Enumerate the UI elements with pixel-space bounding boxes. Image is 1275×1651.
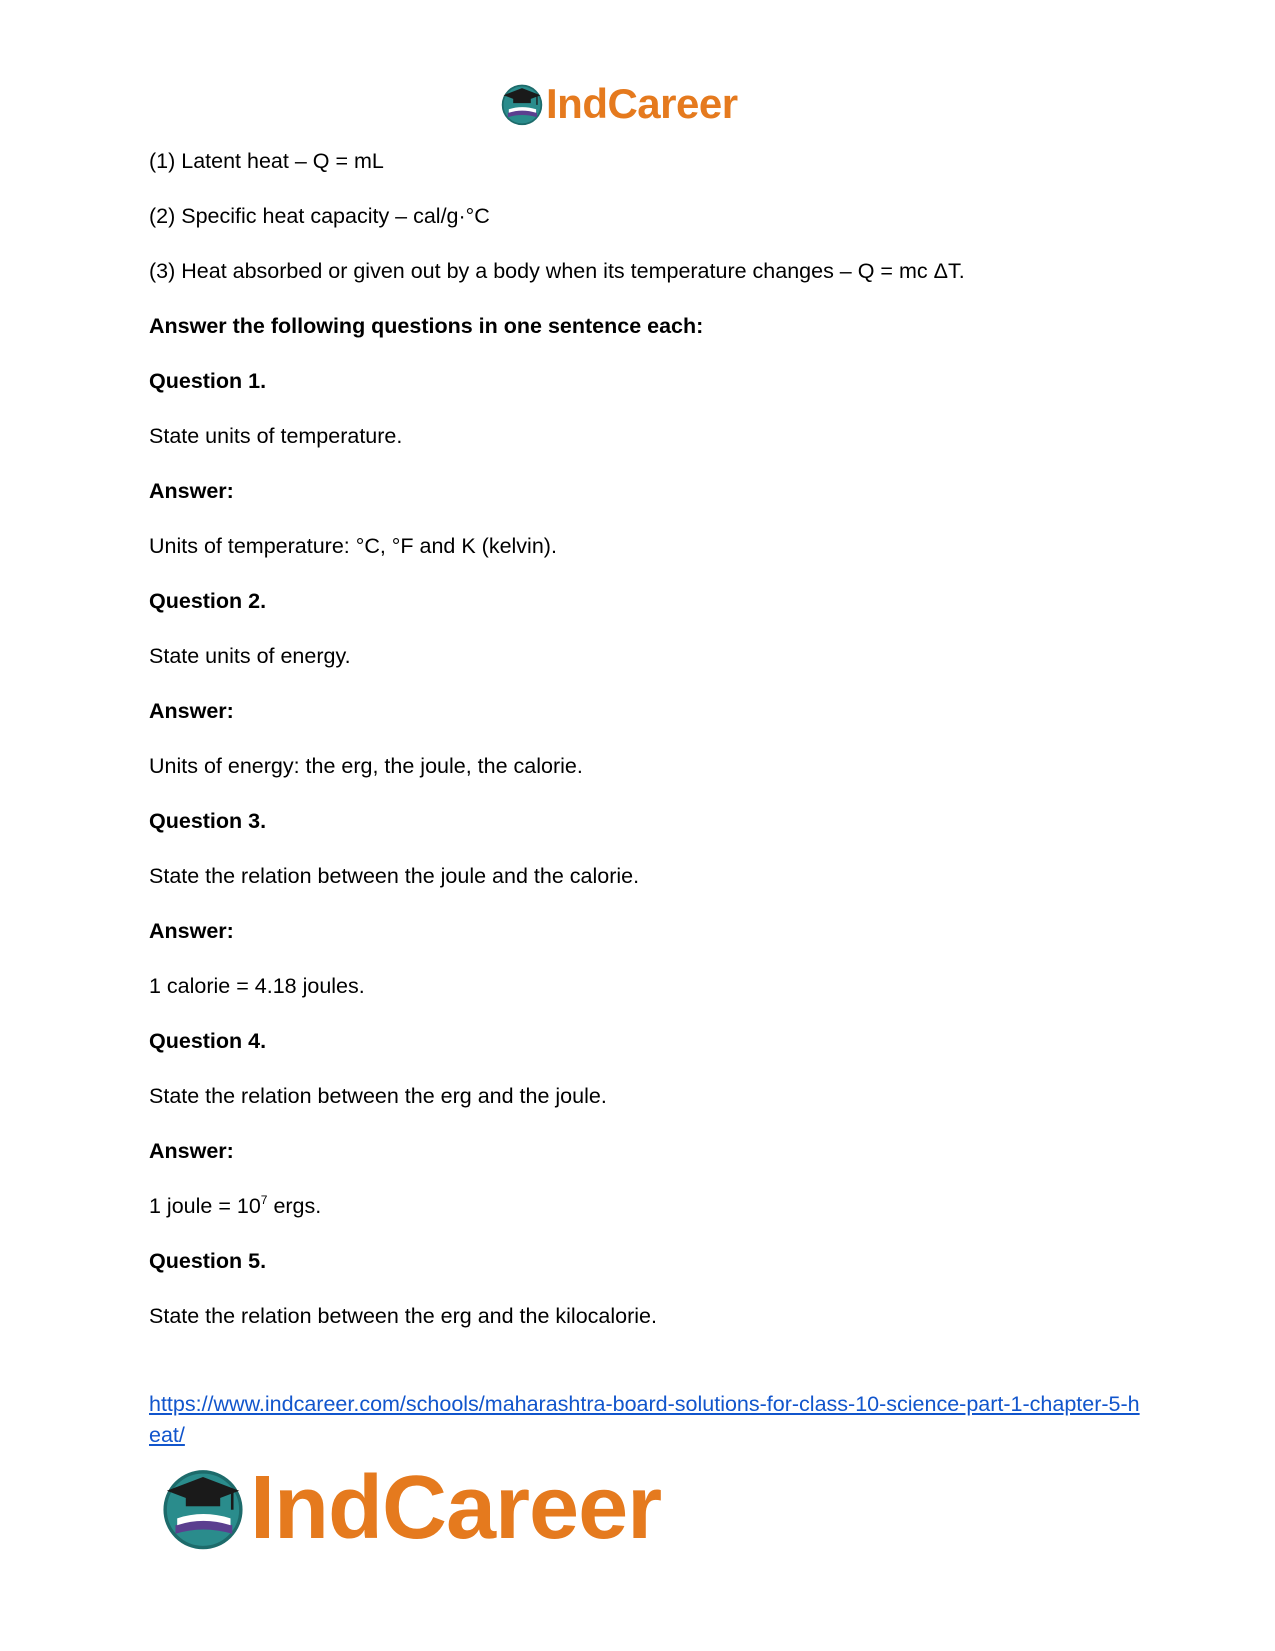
question-3-label: Question 3.	[149, 809, 267, 833]
footer-logo	[160, 1458, 661, 1558]
answer-4-suffix: ergs.	[267, 1194, 322, 1218]
answer-4-text	[149, 1193, 1139, 1219]
answer-3-text: 1 calorie = 4.18 joules.	[149, 974, 365, 998]
graduation-cap-book-icon	[160, 1465, 246, 1551]
question-2-label: Question 2.	[149, 589, 267, 613]
header-logo	[500, 80, 738, 128]
answer-1-text: Units of temperature: °C, °F and K (kelvin).	[149, 534, 557, 558]
logo-wordmark: IndCareer	[546, 80, 738, 127]
question-4-text: State the relation between the erg and the joule.	[149, 1084, 607, 1108]
question-5-label: Question 5.	[149, 1249, 267, 1273]
question-2-text: State units of energy.	[149, 644, 351, 668]
answer-1-label: Answer:	[149, 479, 234, 503]
source-link[interactable]: https://www.indcareer.com/schools/maharashtra-board-solutions-for-class-10-science-part-1-chapter-5-heat/	[149, 1392, 1140, 1447]
question-1-text: State units of temperature.	[149, 424, 403, 448]
question-1-label: Question 1.	[149, 369, 267, 393]
logo-wordmark: IndCareer	[250, 1457, 662, 1558]
question-3-text: State the relation between the joule and the calorie.	[149, 864, 640, 888]
answer-3-label: Answer:	[149, 919, 234, 943]
answer-4-prefix: 1 joule = 10	[149, 1194, 261, 1218]
answer-4-label: Answer:	[149, 1139, 234, 1163]
formula-line-1: (1) Latent heat – Q = mL	[149, 149, 384, 173]
question-4-label: Question 4.	[149, 1029, 267, 1053]
formula-line-2: (2) Specific heat capacity – cal/g·°C	[149, 204, 490, 228]
answer-2-text: Units of energy: the erg, the joule, the calorie.	[149, 754, 583, 778]
graduation-cap-book-icon	[500, 82, 544, 126]
document-body	[149, 148, 1139, 1358]
answer-2-label: Answer:	[149, 699, 234, 723]
section-heading: Answer the following questions in one sentence each:	[149, 314, 704, 338]
question-5-text: State the relation between the erg and the kilocalorie.	[149, 1304, 657, 1328]
answer-4-exponent: 7	[260, 1193, 268, 1207]
formula-line-3: (3) Heat absorbed or given out by a body when its temperature changes – Q = mc ΔT.	[149, 259, 965, 283]
